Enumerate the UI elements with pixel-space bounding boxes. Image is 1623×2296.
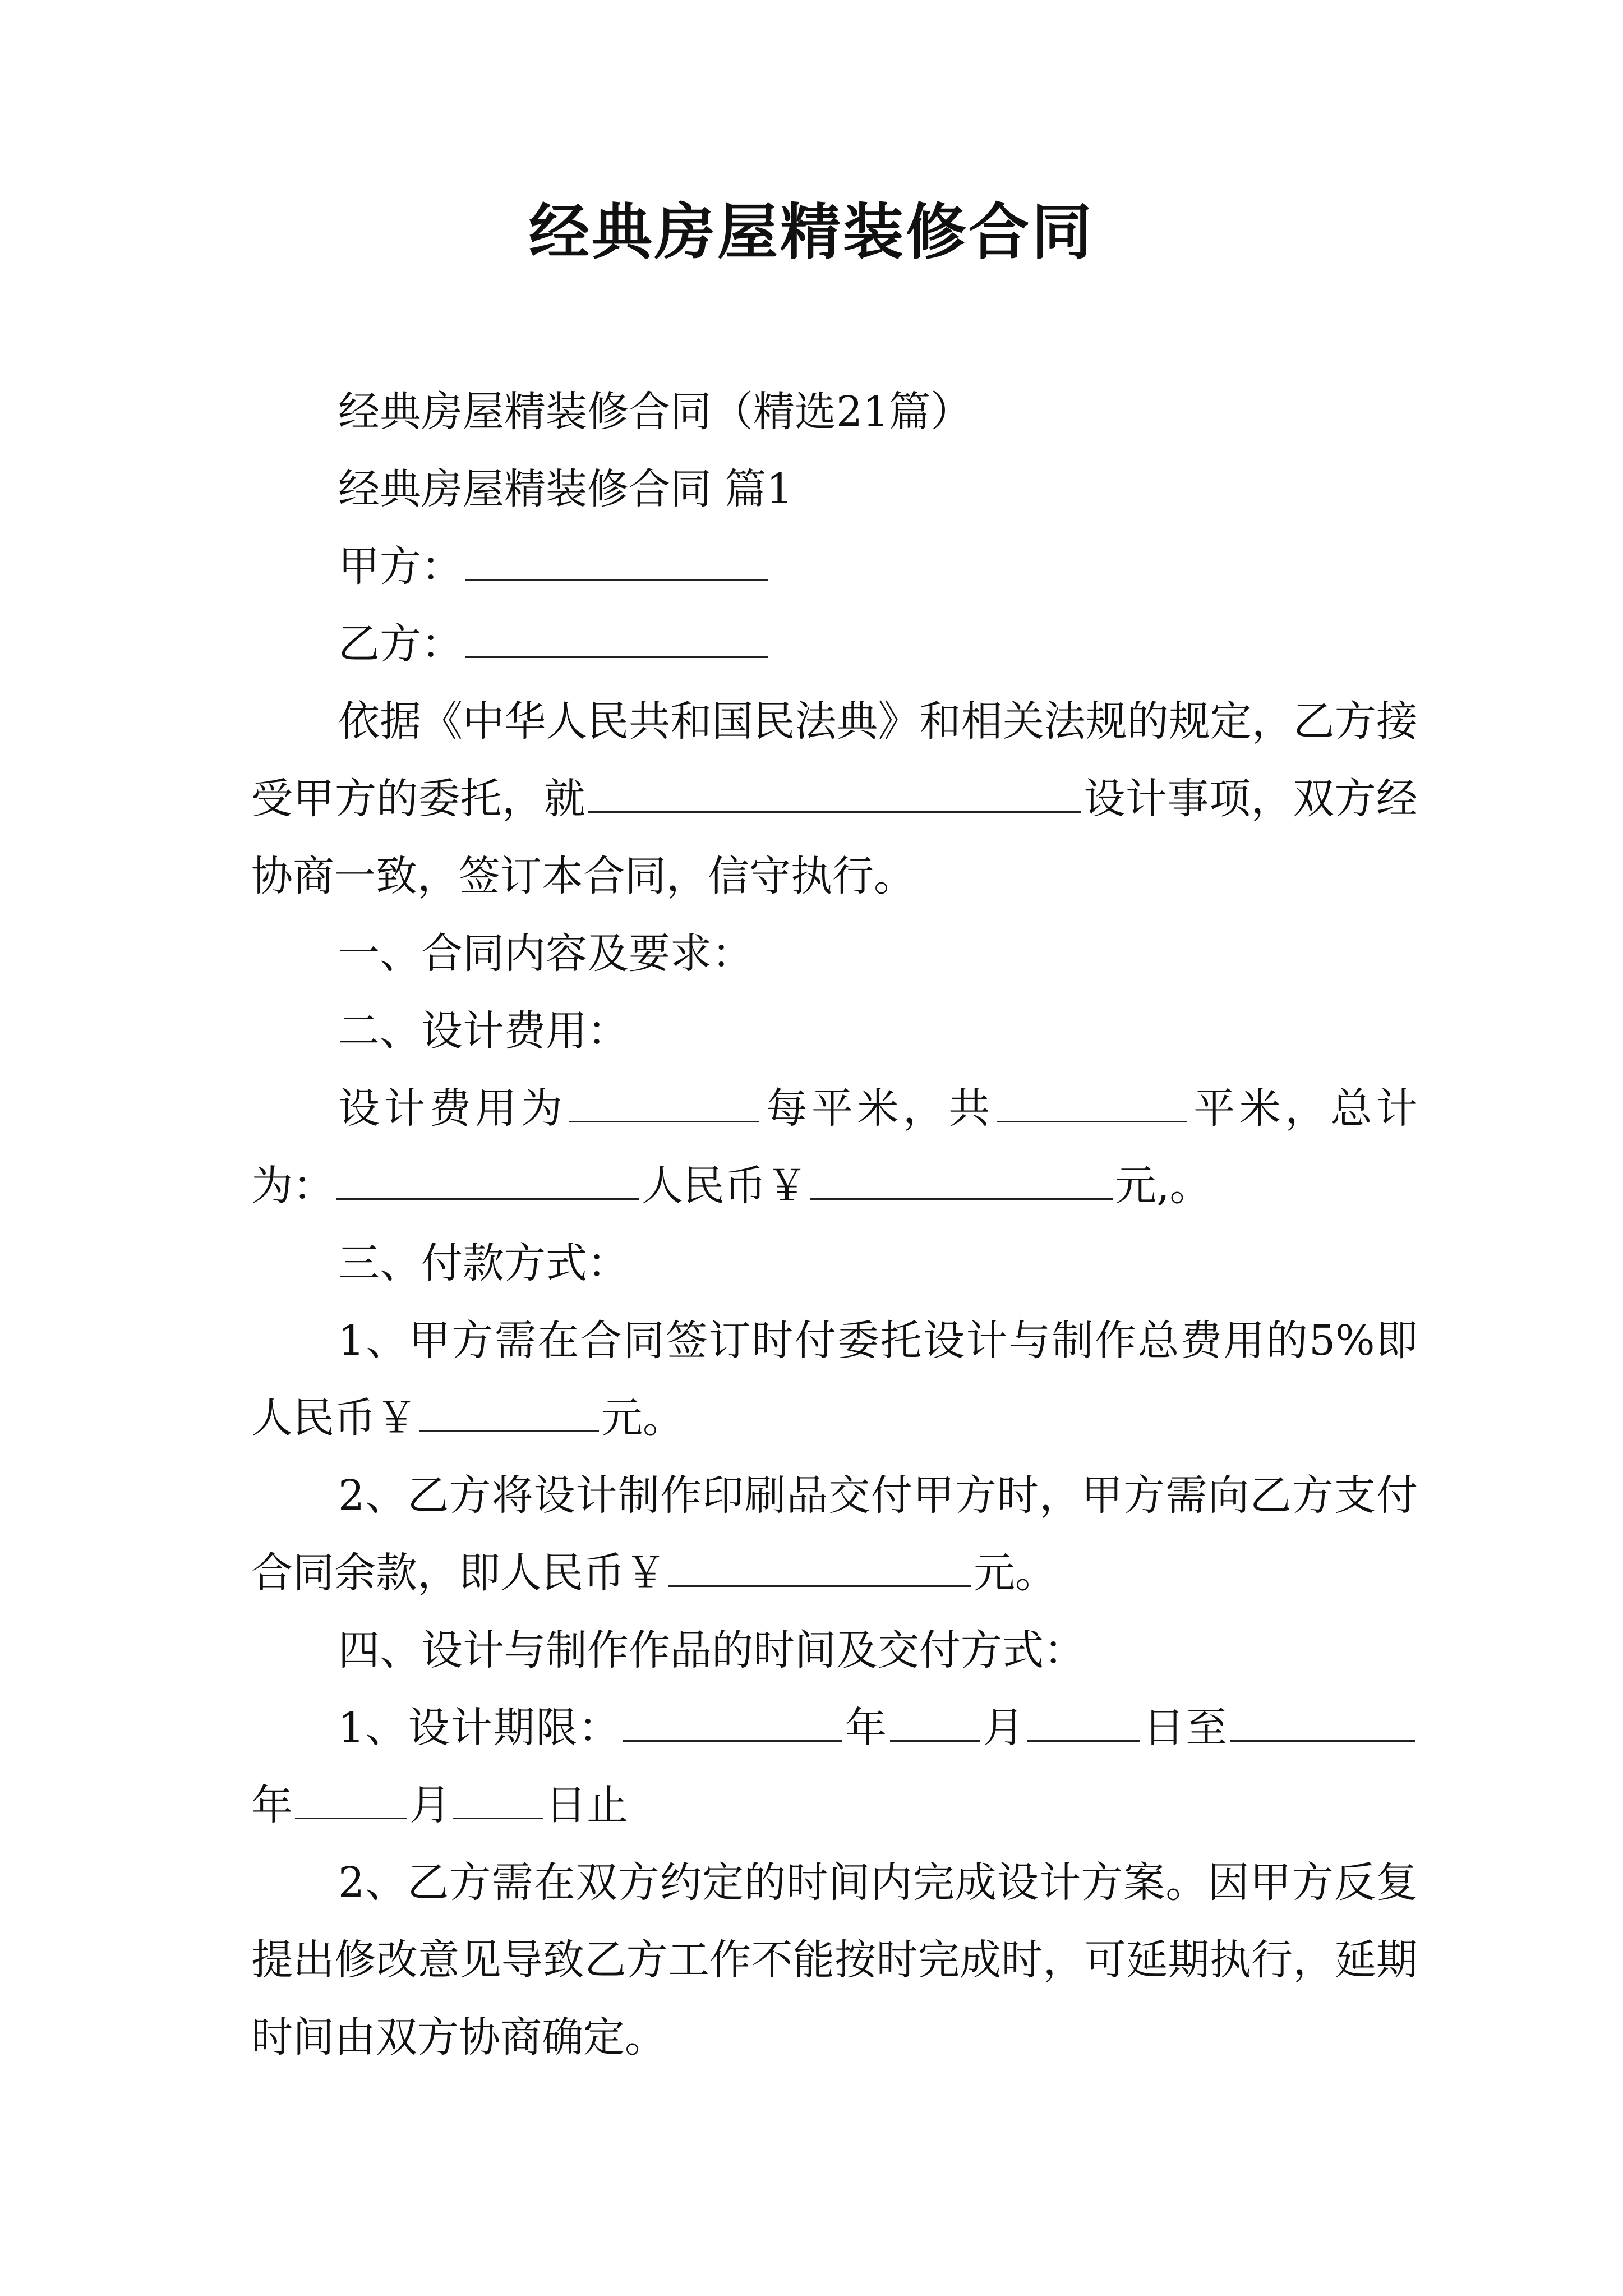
clause-3-heading: 三、付款方式：	[338, 1239, 629, 1287]
period-day-1: 日至	[1142, 1704, 1229, 1752]
period-text-1: 1、设计期限：	[338, 1704, 621, 1752]
start-year-blank	[623, 1700, 842, 1742]
design-period-paragraph	[251, 1689, 1418, 1844]
start-day-blank	[1027, 1700, 1140, 1742]
period-month-1: 月	[981, 1704, 1026, 1752]
document-title: 经典房屋精装修合同	[528, 197, 1094, 268]
end-year-blank	[1230, 1700, 1415, 1742]
payment-2-paragraph	[251, 1457, 1418, 1612]
fee-text-4: 人民币￥	[642, 1162, 808, 1210]
payment-1-text-1: 1、甲方需在合同签订时付委托设计与制作总费用的5%即人民币￥	[251, 1317, 1418, 1442]
balance-amount-blank	[668, 1545, 971, 1587]
end-month-blank	[295, 1777, 407, 1819]
end-day-blank	[453, 1777, 543, 1819]
clause-2-heading: 二、设计费用：	[338, 1007, 629, 1055]
rmb-amount-blank	[810, 1158, 1113, 1200]
deposit-amount-blank	[419, 1390, 599, 1432]
total-blank	[336, 1158, 639, 1200]
section-heading: 经典房屋精装修合同 篇1	[338, 465, 793, 513]
clause-4-heading: 四、设计与制作作品的时间及交付方式：	[338, 1626, 1085, 1674]
party-b-blank	[465, 616, 768, 658]
party-b-label: 乙方：	[338, 620, 463, 668]
party-b-line	[251, 605, 1418, 683]
payment-2-text-2: 元。	[974, 1549, 1057, 1597]
fee-text-3: 平米，总计为：	[251, 1084, 1418, 1210]
period-year-1: 年	[844, 1704, 888, 1752]
fee-text-5: 元,。	[1115, 1162, 1211, 1210]
period-year-2: 年	[251, 1781, 293, 1829]
unit-price-blank	[569, 1080, 759, 1122]
document-body	[251, 373, 1418, 2076]
payment-1-paragraph	[251, 1302, 1418, 1457]
delay-paragraph: 2、乙方需在双方约定的时间内完成设计方案。因甲方反复提出修改意见导致乙方工作不能按时完成时，可延期执行，延期时间由双方协商确定。	[251, 1858, 1418, 2062]
period-day-2: 日止	[545, 1781, 628, 1829]
party-a-line	[251, 528, 1418, 605]
area-blank	[997, 1080, 1187, 1122]
party-a-blank	[465, 539, 768, 581]
subtitle: 经典房屋精装修合同（精选21篇）	[338, 388, 972, 436]
payment-1-text-2: 元。	[601, 1394, 684, 1442]
design-item-blank	[588, 771, 1081, 813]
intro-text-2: 设计事项，双方经协商一致，签订本合同，信守执行。	[251, 775, 1418, 900]
fee-text-2: 每平米，共	[762, 1084, 994, 1133]
start-month-blank	[890, 1700, 980, 1742]
clause-1-heading: 一、合同内容及要求：	[338, 930, 753, 978]
payment-2-text-1: 2、乙方将设计制作印刷品交付甲方时，甲方需向乙方支付合同余款，即人民币￥	[251, 1471, 1418, 1597]
fee-text-1: 设计费用为	[338, 1084, 567, 1133]
party-a-label: 甲方：	[338, 542, 463, 591]
intro-paragraph	[251, 683, 1418, 915]
fee-paragraph	[251, 1070, 1418, 1225]
intro-text-1: 依据《中华人民共和国民法典》和相关法规的规定，乙方接受甲方的委托，就	[251, 697, 1418, 823]
period-month-2: 月	[409, 1781, 451, 1829]
